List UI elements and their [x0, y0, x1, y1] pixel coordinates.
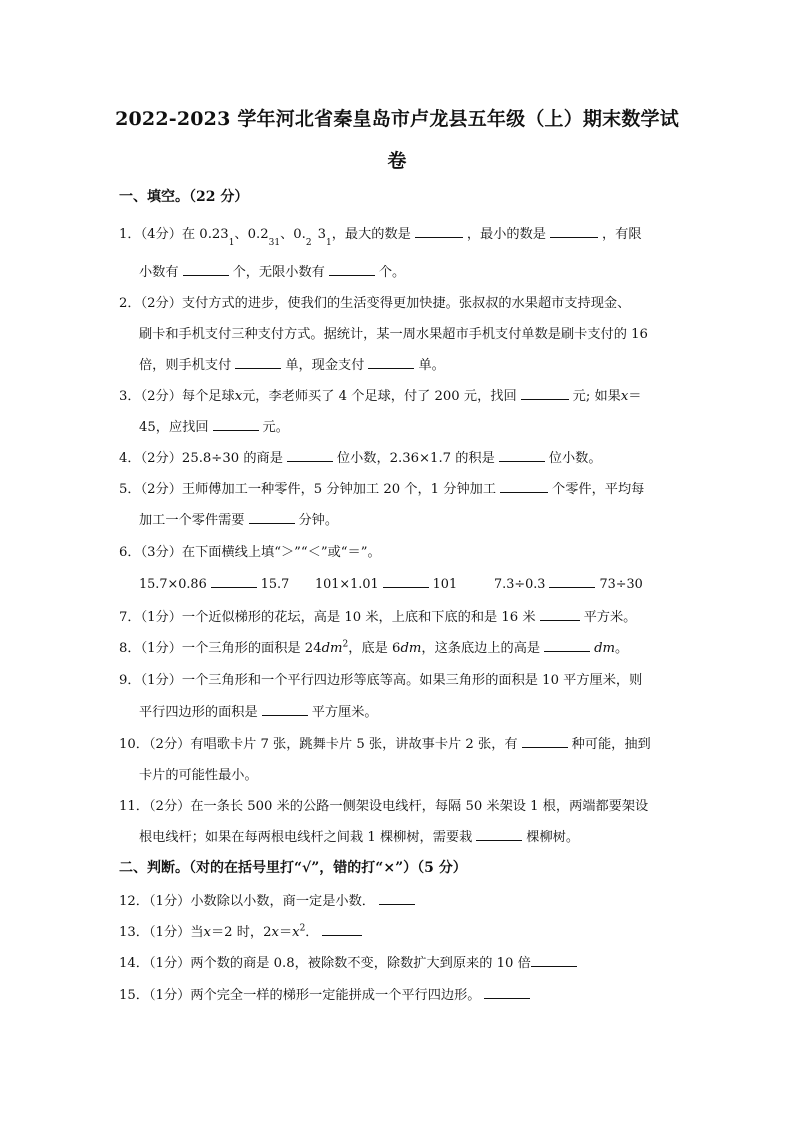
question-10-cont: 卡片的可能性最小。	[139, 768, 258, 783]
q11-cont-a: 根电线杆；如果在每两根电线杆之间栽 1 棵柳树，需要栽	[139, 830, 473, 845]
q1-text-f: ，最小的数是	[466, 227, 546, 242]
q13-answer-blank[interactable]	[322, 923, 362, 936]
q5-cont-b: 分钟。	[298, 513, 339, 528]
question-1-cont	[139, 261, 405, 280]
q4-answer-blank-quotient[interactable]	[287, 449, 333, 462]
q1-text-d: 3	[317, 227, 326, 242]
q1-repeat-digit-3: 2	[305, 238, 312, 248]
q1-repeat-digit-1: 1	[228, 238, 235, 248]
q3-cont-a: 45，应找回	[139, 420, 209, 435]
question-5	[119, 478, 644, 497]
q6-compare-3-right: 73÷30	[599, 577, 643, 592]
q6-compare-3	[494, 575, 643, 592]
q1-repeat-digit-4: 1	[325, 238, 332, 248]
question-8	[119, 637, 628, 656]
q6-compare-1-left: 15.7×0.86	[139, 577, 207, 592]
q5-answer-blank-minutes[interactable]	[249, 511, 295, 524]
q1-text-e: ，最大的数是	[331, 227, 411, 242]
question-1	[119, 223, 642, 248]
question-12	[119, 890, 419, 909]
q3-text-a: 3．（2分）每个足球	[119, 389, 235, 404]
q1-answer-blank-max[interactable]	[415, 225, 463, 238]
q4-text-c: 位小数。	[548, 451, 602, 466]
q3-var-x: x	[234, 389, 243, 404]
q4-answer-blank-product[interactable]	[499, 449, 545, 462]
q8-text-d: 。	[615, 641, 629, 656]
q3-answer-blank-change[interactable]	[521, 387, 569, 400]
q10-answer-blank[interactable]	[522, 735, 568, 748]
q1-answer-blank-finite[interactable]	[183, 263, 229, 276]
q15-answer-blank[interactable]	[484, 986, 530, 999]
question-9: 9．（1分）一个三角形和一个平行四边形等底等高。如果三角形的面积是 10 平方厘米，则	[119, 673, 643, 688]
q5-text-a: 5．（2分）王师傅加工一种零件，5 分钟加工 20 个，1 分钟加工	[119, 482, 497, 497]
q6-compare-3-left: 7.3÷0.3	[494, 577, 546, 592]
q1-text-c: 、0.	[280, 227, 306, 242]
q13-sup: 2	[299, 923, 306, 934]
question-3-cont	[139, 416, 289, 435]
paper-title-line2: 卷	[387, 150, 407, 172]
question-2-cont-1: 刷卡和手机支付三种支付方式。据统计，某一周水果超市手机支付单数是刷卡支付的 16	[139, 327, 648, 342]
q1-text-g: ，有限	[601, 227, 642, 242]
q4-text-a: 4．（2分）25.8÷30 的商是	[119, 451, 283, 466]
question-9-cont	[139, 701, 378, 720]
q11-answer-blank[interactable]	[476, 828, 522, 841]
question-11: 11．（2分）在一条长 500 米的公路一侧架设电线杆，每隔 50 米架设 1 根，两端都要架设	[119, 799, 649, 814]
question-10	[119, 733, 651, 752]
q9-cont-b: 平方厘米。	[311, 705, 378, 720]
q12-text: 12．（1分）小数除以小数，商一定是小数．	[119, 894, 375, 909]
question-2: 2．（2分）支付方式的进步，使我们的生活变得更加快捷。张叔叔的水果超市支持现金、	[119, 296, 631, 311]
q8-text-c: ，这条底边上的高是	[421, 641, 541, 656]
q8-text-b: ，底是 6	[348, 641, 401, 656]
q1-text-b: 、0.2	[234, 227, 269, 242]
q3-answer-blank-45[interactable]	[213, 418, 259, 431]
question-5-cont	[139, 509, 338, 528]
question-13	[119, 921, 366, 940]
q1-answer-blank-min[interactable]	[550, 225, 598, 238]
q14-text: 14．（1分）两个数的商是 0.8，被除数不变，除数扩大到原来的 10 倍	[119, 956, 531, 971]
question-11-cont	[139, 826, 579, 845]
q6-compare-2-right: 101	[432, 577, 458, 592]
q13-var-x-2: x	[271, 925, 279, 940]
q2-answer-blank-mobile[interactable]	[235, 356, 281, 369]
question-6: 6．（3分）在下面横线上填“＞”“＜”或“＝”。	[119, 545, 381, 560]
q8-sup: 2	[342, 639, 349, 650]
q9-answer-blank[interactable]	[262, 703, 308, 716]
q13-text-b: ＝2 时，2	[210, 925, 272, 940]
q13-text-a: 13．（1分）当	[119, 925, 204, 940]
q6-compare-3-blank[interactable]	[549, 575, 595, 588]
q3-var-x-2: x	[620, 389, 629, 404]
question-4	[119, 447, 602, 466]
q1-cont-b: 个，无限小数有	[232, 265, 325, 280]
question-3	[119, 385, 641, 404]
q13-text-c: ＝	[278, 925, 293, 940]
paper-title-line1: 2022-2023 学年河北省秦皇岛市卢龙县五年级（上）期末数学试	[115, 108, 679, 130]
q8-unit-2: dm	[400, 641, 422, 656]
q6-compare-2-blank[interactable]	[383, 575, 429, 588]
q1-cont-c: 个。	[378, 265, 406, 280]
q2-text-a: 倍，则手机支付	[139, 358, 232, 373]
q8-unit-1: dm	[321, 641, 343, 656]
q1-repeat-digits-2: 31	[268, 238, 281, 248]
question-7	[119, 606, 636, 625]
q13-text-d: ．	[305, 925, 319, 940]
q7-text-a: 7．（1分）一个近似梯形的花坛，高是 10 米，上底和下底的和是 16 米	[119, 610, 536, 625]
q13-var-x-1: x	[203, 925, 211, 940]
q3-text-e: ＝	[628, 389, 642, 404]
q8-unit-3: dm	[594, 641, 616, 656]
q8-answer-blank[interactable]	[544, 639, 590, 652]
q6-compare-1-blank[interactable]	[211, 575, 257, 588]
q5-answer-blank-parts[interactable]	[500, 480, 548, 493]
question-14	[119, 952, 581, 971]
q6-compare-1-right: 15.7	[260, 577, 290, 592]
q10-text-b: 种可能，抽到	[571, 737, 651, 752]
q3-cont-b: 元。	[262, 420, 289, 435]
q9-cont-a: 平行四边形的面积是	[139, 705, 258, 720]
q12-answer-blank[interactable]	[379, 892, 415, 905]
q1-cont-a: 小数有	[139, 265, 179, 280]
section-fill-in-heading: 一、填空。（22 分）	[119, 189, 249, 205]
q13-var-x-3: x	[292, 925, 300, 940]
question-2-cont-2	[139, 354, 445, 373]
q6-compare-2-left: 101×1.01	[315, 577, 379, 592]
q1-text-a: 1．（4分）在 0.23	[119, 227, 229, 242]
q10-text-a: 10．（2分）有唱歌卡片 7 张，跳舞卡片 5 张，讲故事卡片 2 张，有	[119, 737, 518, 752]
q3-text-c: 元; 如果	[572, 389, 621, 404]
q5-text-b: 个零件，平均每	[552, 482, 645, 497]
q6-compare-2	[315, 575, 457, 592]
section-judgment-heading: 二、判断。（对的在括号里打“√”，错的打“×”）（5 分）	[119, 860, 467, 876]
question-15	[119, 984, 534, 1003]
q6-compare-1	[139, 575, 289, 592]
q2-text-c: 单。	[418, 358, 445, 373]
q7-text-b: 平方米。	[583, 610, 637, 625]
q1-answer-blank-infinite[interactable]	[329, 263, 375, 276]
q14-answer-blank[interactable]	[531, 954, 577, 967]
q5-cont-a: 加工一个零件需要	[139, 513, 245, 528]
q2-answer-blank-cash[interactable]	[368, 356, 414, 369]
q4-text-b: 位小数，2.36×1.7 的积是	[336, 451, 495, 466]
q11-cont-b: 棵柳树。	[526, 830, 580, 845]
q8-text-a: 8．（1分）一个三角形的面积是 24	[119, 641, 322, 656]
q3-text-b: 元，李老师买了 4 个足球，付了 200 元，找回	[242, 389, 517, 404]
q7-answer-blank[interactable]	[540, 608, 580, 621]
q15-text: 15．（1分）两个完全一样的梯形一定能拼成一个平行四边形。	[119, 988, 481, 1003]
q2-text-b: 单，现金支付	[285, 358, 365, 373]
